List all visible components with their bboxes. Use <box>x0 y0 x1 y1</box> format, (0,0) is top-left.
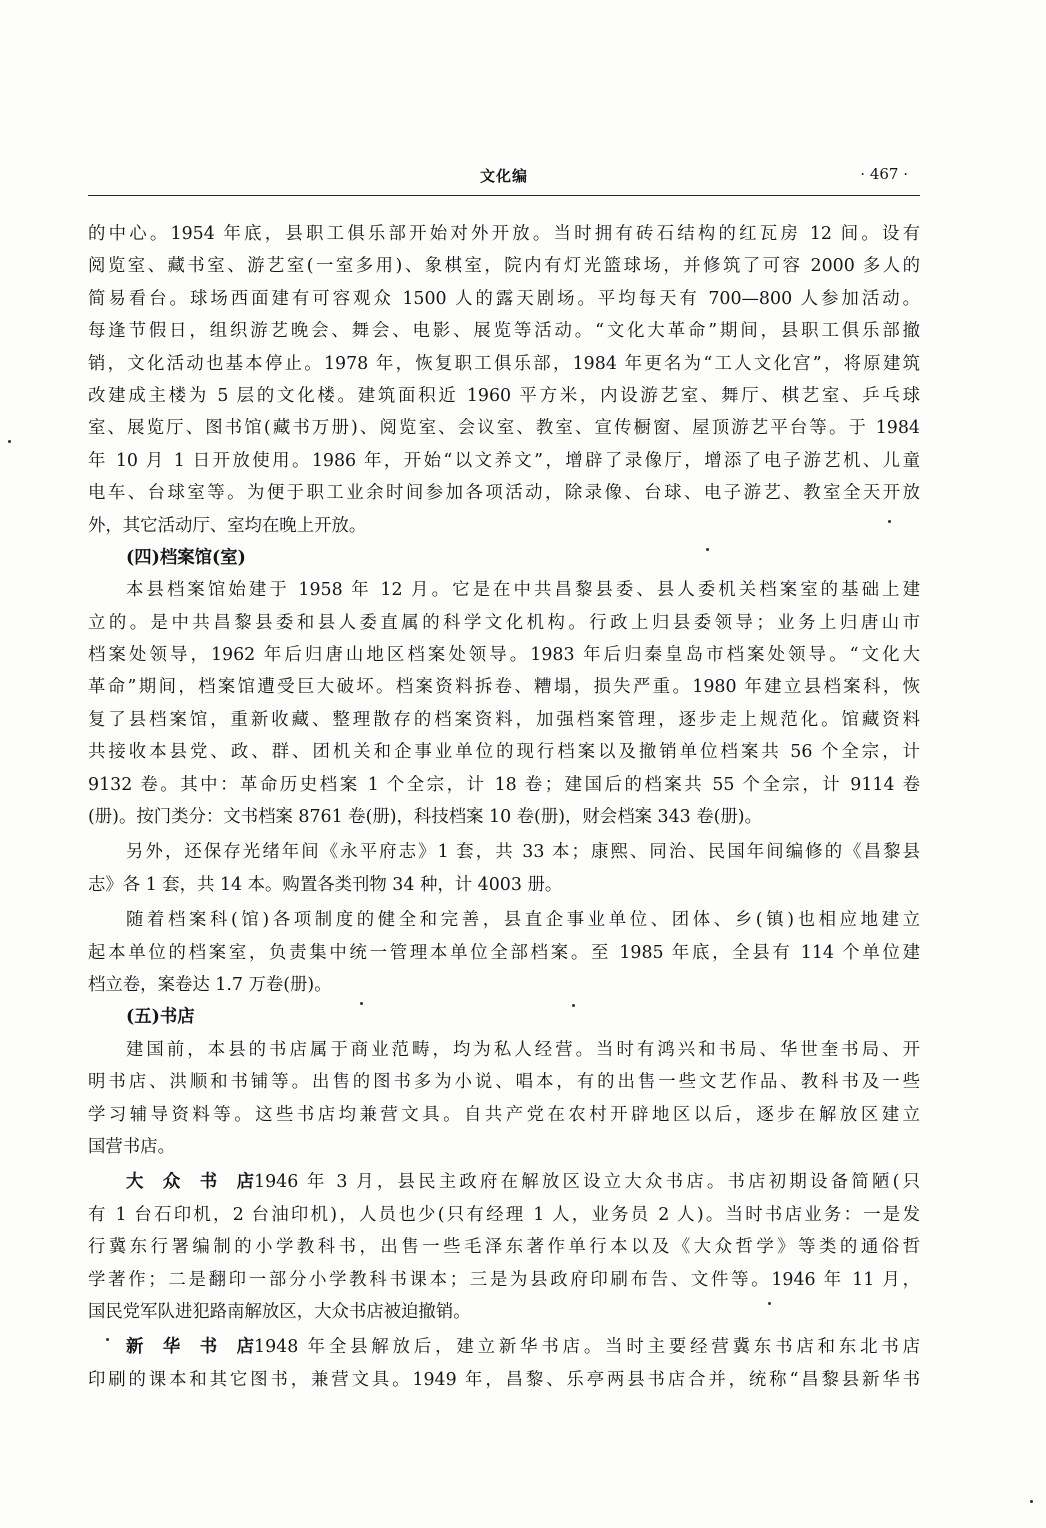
text-span: 1946 年 3 月，县民主政府在解放区设立大众书店。书店初期设备简陋(只 <box>254 1172 920 1193</box>
text-line: 改建成主楼为 5 层的文化楼。建筑面积近 1960 平方米，内设游艺室、舞厅、棋艺室、乒乓球 <box>88 385 920 406</box>
text-line: 革命”期间，档案馆遭受巨大破坏。档案资料拆卷、糟塌，损失严重。1980 年建立县档案科，恢 <box>88 677 920 698</box>
text-line: 每逢节假日，组织游艺晚会、舞会、电影、展览等活动。“文化大革命”期间，县职工俱乐部撤 <box>88 321 920 342</box>
text-line: 另外，还保存光绪年间《永平府志》1 套，共 33 本；康熙、同治、民国年间编修的《昌黎县 <box>126 842 920 863</box>
text-line: 的中心。1954 年底，县职工俱乐部开始对外开放。当时拥有砖石结构的红瓦房 12 间。设有 <box>88 224 920 244</box>
scan-speck <box>106 1338 109 1341</box>
text-line: 共接收本县党、政、群、团机关和企事业单位的现行档案以及撤销单位档案共 56 个全宗，计 <box>88 742 920 763</box>
text-line: 年 10 月 1 日开放使用。1986 年，开始“以文养文”，增辟了录像厅，增添了电子游艺机、儿童 <box>88 450 920 471</box>
text-line: 电车、台球室等。为便于职工业余时间参加各项活动，除录像、台球、电子游艺、教室全天开放 <box>88 483 920 504</box>
text-line: 销，文化活动也基本停止。1978 年，恢复职工俱乐部，1984 年更名为“工人文化宫”，将原建筑 <box>88 353 920 374</box>
text-line: 明书店、洪顺和书铺等。出售的图书多为小说、唱本，有的出售一些文艺作品、教科书及一些 <box>88 1072 920 1093</box>
text-line: 印刷的课本和其它图书，兼营文具。1949 年，昌黎、乐亭两县书店合并，统称“昌黎县新华书 <box>88 1369 920 1390</box>
text-line: 志》各 1 套，共 14 本。购置各类刊物 34 种，计 4003 册。 <box>88 874 563 895</box>
text-line: 复了县档案馆，重新收藏、整理散存的档案资料，加强档案管理，逐步走上规范化。馆藏资料 <box>88 709 920 730</box>
entry-line-xinhua <box>88 1331 920 1363</box>
text-line: 行冀东行署编制的小学教科书，出售一些毛泽东著作单行本以及《大众哲学》等类的通俗哲 <box>88 1237 920 1258</box>
entry-line-dazhong <box>88 1166 920 1198</box>
text-line: 室、展览厅、图书馆(藏书万册)、阅览室、会议室、教室、宣传橱窗、屋顶游艺平台等。于 1984 <box>88 418 920 439</box>
section-heading-bookstores: (五)书店 <box>126 1007 195 1028</box>
text-line: 随着档案科(馆)各项制度的健全和完善，县直企事业单位、团体、乡(镇)也相应地建立 <box>126 910 920 931</box>
scan-speck <box>8 440 11 443</box>
text-line: 立的。是中共昌黎县委和县人委直属的科学文化机构。行政上归县委领导；业务上归唐山市 <box>88 612 920 633</box>
text-line: 阅览室、藏书室、游艺室(一室多用)、象棋室，院内有灯光篮球场，并修筑了可容 2000 多人的 <box>88 256 920 277</box>
text-line: 建国前，本县的书店属于商业范畴，均为私人经营。当时有鸿兴和书局、华世奎书局、开 <box>126 1039 920 1060</box>
text-line: 简易看台。球场西面建有可容观众 1500 人的露天剧场。平均每天有 700—800 人参加活动。 <box>88 288 920 309</box>
text-line: 起本单位的档案室，负责集中统一管理本单位全部档案。至 1985 年底，全县有 114 个单位建 <box>88 942 920 963</box>
page-number: · 467 · <box>860 165 908 183</box>
scan-speck <box>572 1004 575 1007</box>
scan-speck <box>1030 1500 1033 1503</box>
scan-speck <box>360 1002 363 1005</box>
section-heading-archives: (四)档案馆(室) <box>126 547 246 568</box>
text-line: 有 1 台石印机，2 台油印机)，人员也少(只有经理 1 人，业务员 2 人)。当时书店业务：一是发 <box>88 1204 920 1225</box>
text-line: (册)。按门类分：文书档案 8761 卷(册)，科技档案 10 卷(册)，财会档案 343 卷(册)。 <box>88 807 762 828</box>
scan-speck <box>768 1302 771 1305</box>
text-line: 档立卷，案卷达 1.7 万卷(册)。 <box>88 974 332 995</box>
text-line: 国营书店。 <box>88 1136 175 1157</box>
body-text <box>88 218 920 1396</box>
text-span: 1948 年全县解放后，建立新华书店。当时主要经营冀东书店和东北书店 <box>254 1337 920 1358</box>
text-line: 学著作；二是翻印一部分小学教科书课本；三是为县政府印刷布告、文件等。1946 年 11 月， <box>88 1269 920 1290</box>
scan-speck <box>706 548 709 551</box>
text-line: 外，其它活动厅、室均在晚上开放。 <box>88 515 367 536</box>
entry-title-xinhua-bookstore: 新华书店 <box>126 1337 254 1358</box>
entry-title-dazhong-bookstore: 大众书店 <box>126 1172 254 1193</box>
text-line: 学习辅导资料等。这些书店均兼营文具。自共产党在农村开辟地区以后，逐步在解放区建立 <box>88 1104 920 1125</box>
scan-speck <box>888 520 891 523</box>
section-title: 文化编 <box>479 167 528 185</box>
text-line: 档案处领导，1962 年后归唐山地区档案处领导。1983 年后归秦皇岛市档案处领导。“文化大 <box>88 645 920 666</box>
text-line: 国民党军队进犯路南解放区，大众书店被迫撤销。 <box>88 1301 471 1322</box>
running-header <box>88 165 920 196</box>
text-line: 9132 卷。其中：革命历史档案 1 个全宗，计 18 卷；建国后的档案共 55 个全宗，计 9114 卷 <box>88 774 920 795</box>
text-line: 本县档案馆始建于 1958 年 12 月。它是在中共昌黎县委、县人委机关档案室的基础上建 <box>126 580 920 601</box>
